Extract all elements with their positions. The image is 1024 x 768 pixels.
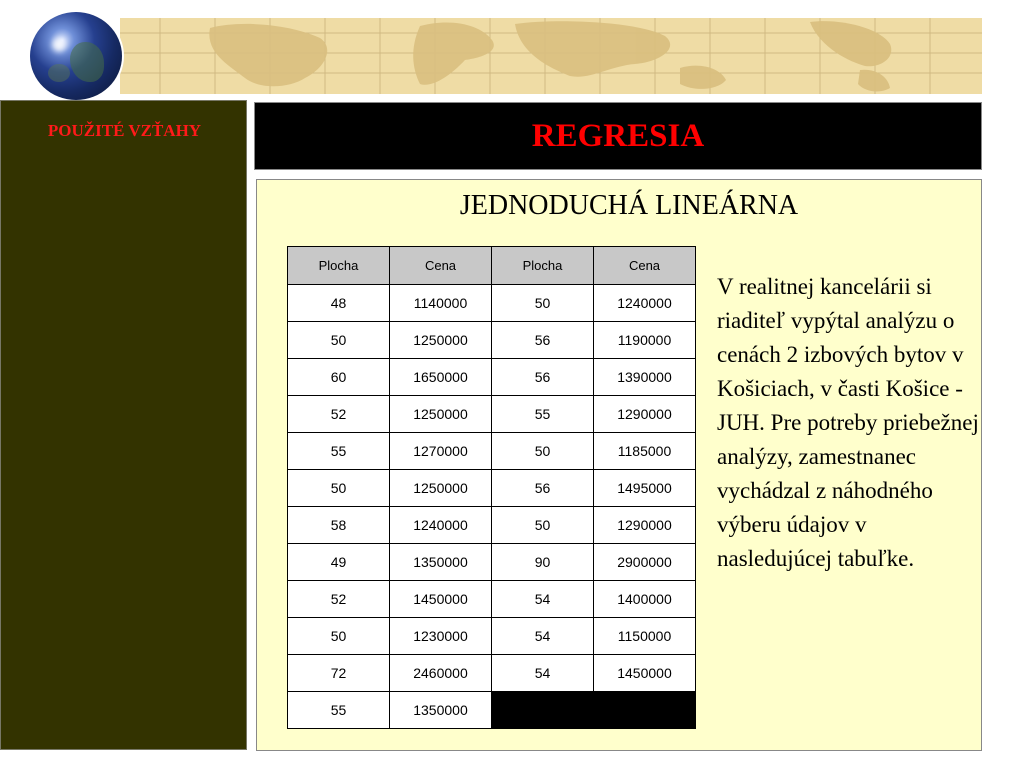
table-cell: 1190000	[594, 322, 696, 359]
table-row	[288, 507, 696, 544]
table-cell: 1185000	[594, 433, 696, 470]
table-cell: 54	[492, 618, 594, 655]
table-row	[288, 322, 696, 359]
table-cell: 60	[288, 359, 390, 396]
table-cell: 50	[492, 433, 594, 470]
title-bar	[254, 102, 982, 170]
table-cell: 49	[288, 544, 390, 581]
sidebar	[0, 100, 247, 750]
table-row	[288, 544, 696, 581]
column-header: Plocha	[492, 247, 594, 285]
table-cell: 1350000	[390, 692, 492, 729]
table-row	[288, 470, 696, 507]
table-cell: 50	[492, 507, 594, 544]
table-cell: 55	[492, 396, 594, 433]
table-row	[288, 655, 696, 692]
sidebar-link-used-relations[interactable]: POUŽITÉ VZŤAHY	[47, 121, 202, 140]
table-cell: 56	[492, 359, 594, 396]
table-cell: 1350000	[390, 544, 492, 581]
world-map-image	[120, 18, 982, 94]
table-cell: 72	[288, 655, 390, 692]
table-cell: 1290000	[594, 396, 696, 433]
data-table	[287, 246, 696, 729]
table-cell: 1140000	[390, 285, 492, 322]
table-cell: 1240000	[390, 507, 492, 544]
table-cell: 1290000	[594, 507, 696, 544]
table-cell: 1230000	[390, 618, 492, 655]
table-cell: 1150000	[594, 618, 696, 655]
table-row	[288, 359, 696, 396]
table-cell: 54	[492, 581, 594, 618]
table-row	[288, 433, 696, 470]
table-cell: 90	[492, 544, 594, 581]
description-text: V realitnej kancelárii si riaditeľ vypýtal analýzu o cenách 2 izbových bytov v Košiciach, v časti Košice - JUH. Pre potreby priebežnej analýzy, zamestnanec vychádzal z náhodného výberu údajov v nasledujúcej tabuľke.	[717, 274, 979, 571]
table-cell: 1450000	[390, 581, 492, 618]
table-cell: 50	[288, 618, 390, 655]
table-cell: 1250000	[390, 322, 492, 359]
table-cell: 55	[288, 433, 390, 470]
table-row	[288, 285, 696, 322]
content-panel	[256, 179, 982, 751]
globe-icon	[30, 12, 122, 100]
table-cell: 50	[288, 470, 390, 507]
column-header: Cena	[594, 247, 696, 285]
table-cell	[492, 692, 594, 729]
column-header: Plocha	[288, 247, 390, 285]
table-cell: 1650000	[390, 359, 492, 396]
header-banner	[0, 0, 1024, 98]
table-cell: 58	[288, 507, 390, 544]
table-cell: 56	[492, 470, 594, 507]
table-cell: 2900000	[594, 544, 696, 581]
table-cell: 50	[288, 322, 390, 359]
table-row	[288, 581, 696, 618]
table-cell: 48	[288, 285, 390, 322]
section-subtitle: JEDNODUCHÁ LINEÁRNA	[459, 190, 799, 221]
page-title: REGRESIA	[531, 118, 705, 154]
column-header: Cena	[390, 247, 492, 285]
world-map-graphic	[120, 18, 982, 94]
table-cell: 1250000	[390, 396, 492, 433]
table-cell: 1390000	[594, 359, 696, 396]
table-cell	[594, 692, 696, 729]
table-cell: 1450000	[594, 655, 696, 692]
table-cell: 52	[288, 581, 390, 618]
table-cell: 56	[492, 322, 594, 359]
table-cell: 1240000	[594, 285, 696, 322]
table-body	[288, 285, 696, 729]
table-cell: 1495000	[594, 470, 696, 507]
table-header-row	[288, 247, 696, 285]
table-row	[288, 396, 696, 433]
table-cell: 1270000	[390, 433, 492, 470]
table-cell: 1250000	[390, 470, 492, 507]
table-row	[288, 692, 696, 729]
table-row	[288, 618, 696, 655]
table-cell: 50	[492, 285, 594, 322]
table-cell: 52	[288, 396, 390, 433]
table-cell: 1400000	[594, 581, 696, 618]
table-cell: 2460000	[390, 655, 492, 692]
table-cell: 54	[492, 655, 594, 692]
table-cell: 55	[288, 692, 390, 729]
